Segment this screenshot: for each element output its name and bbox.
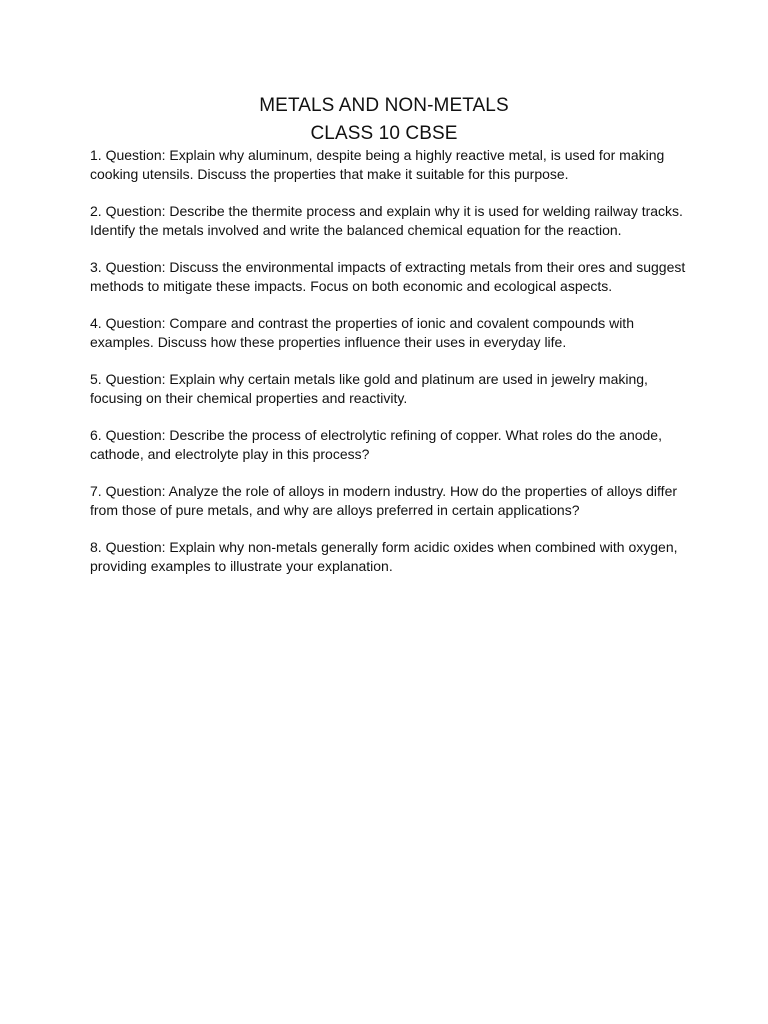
question-item-2: 2. Question: Describe the thermite process and explain why it is used for welding railway tracks. Identify the metals involved and write the balanced chemical equation for the reaction. [90,203,683,238]
question-item-7: 7. Question: Analyze the role of alloys in modern industry. How do the properties of alloys differ from those of pure metals, and why are alloys preferred in certain applications? [90,483,678,518]
question-list [90,146,690,594]
question-item-8: 8. Question: Explain why non-metals generally form acidic oxides when combined with oxygen, providing examples to illustrate your explanation. [90,539,678,574]
title-block [0,92,768,148]
question-item-3: 3. Question: Discuss the environmental impacts of extracting metals from their ores and suggest methods to mitigate these impacts. Focus on both economic and ecological aspects. [90,259,686,294]
question-item-5: 5. Question: Explain why certain metals like gold and platinum are used in jewelry making, focusing on their chemical properties and reactivity. [90,371,648,406]
question-item-4: 4. Question: Compare and contrast the properties of ionic and covalent compounds with examples. Discuss how these properties influence their uses in everyday life. [90,315,634,350]
page-title: METALS AND NON-METALS [259,95,509,116]
page-subtitle: CLASS 10 CBSE [310,123,458,144]
question-item-1: 1. Question: Explain why aluminum, despite being a highly reactive metal, is used for making cooking utensils. Discuss the properties that make it suitable for this purpose. [90,147,665,182]
question-item-6: 6. Question: Describe the process of electrolytic refining of copper. What roles do the anode, cathode, and electrolyte play in this process? [90,427,662,462]
